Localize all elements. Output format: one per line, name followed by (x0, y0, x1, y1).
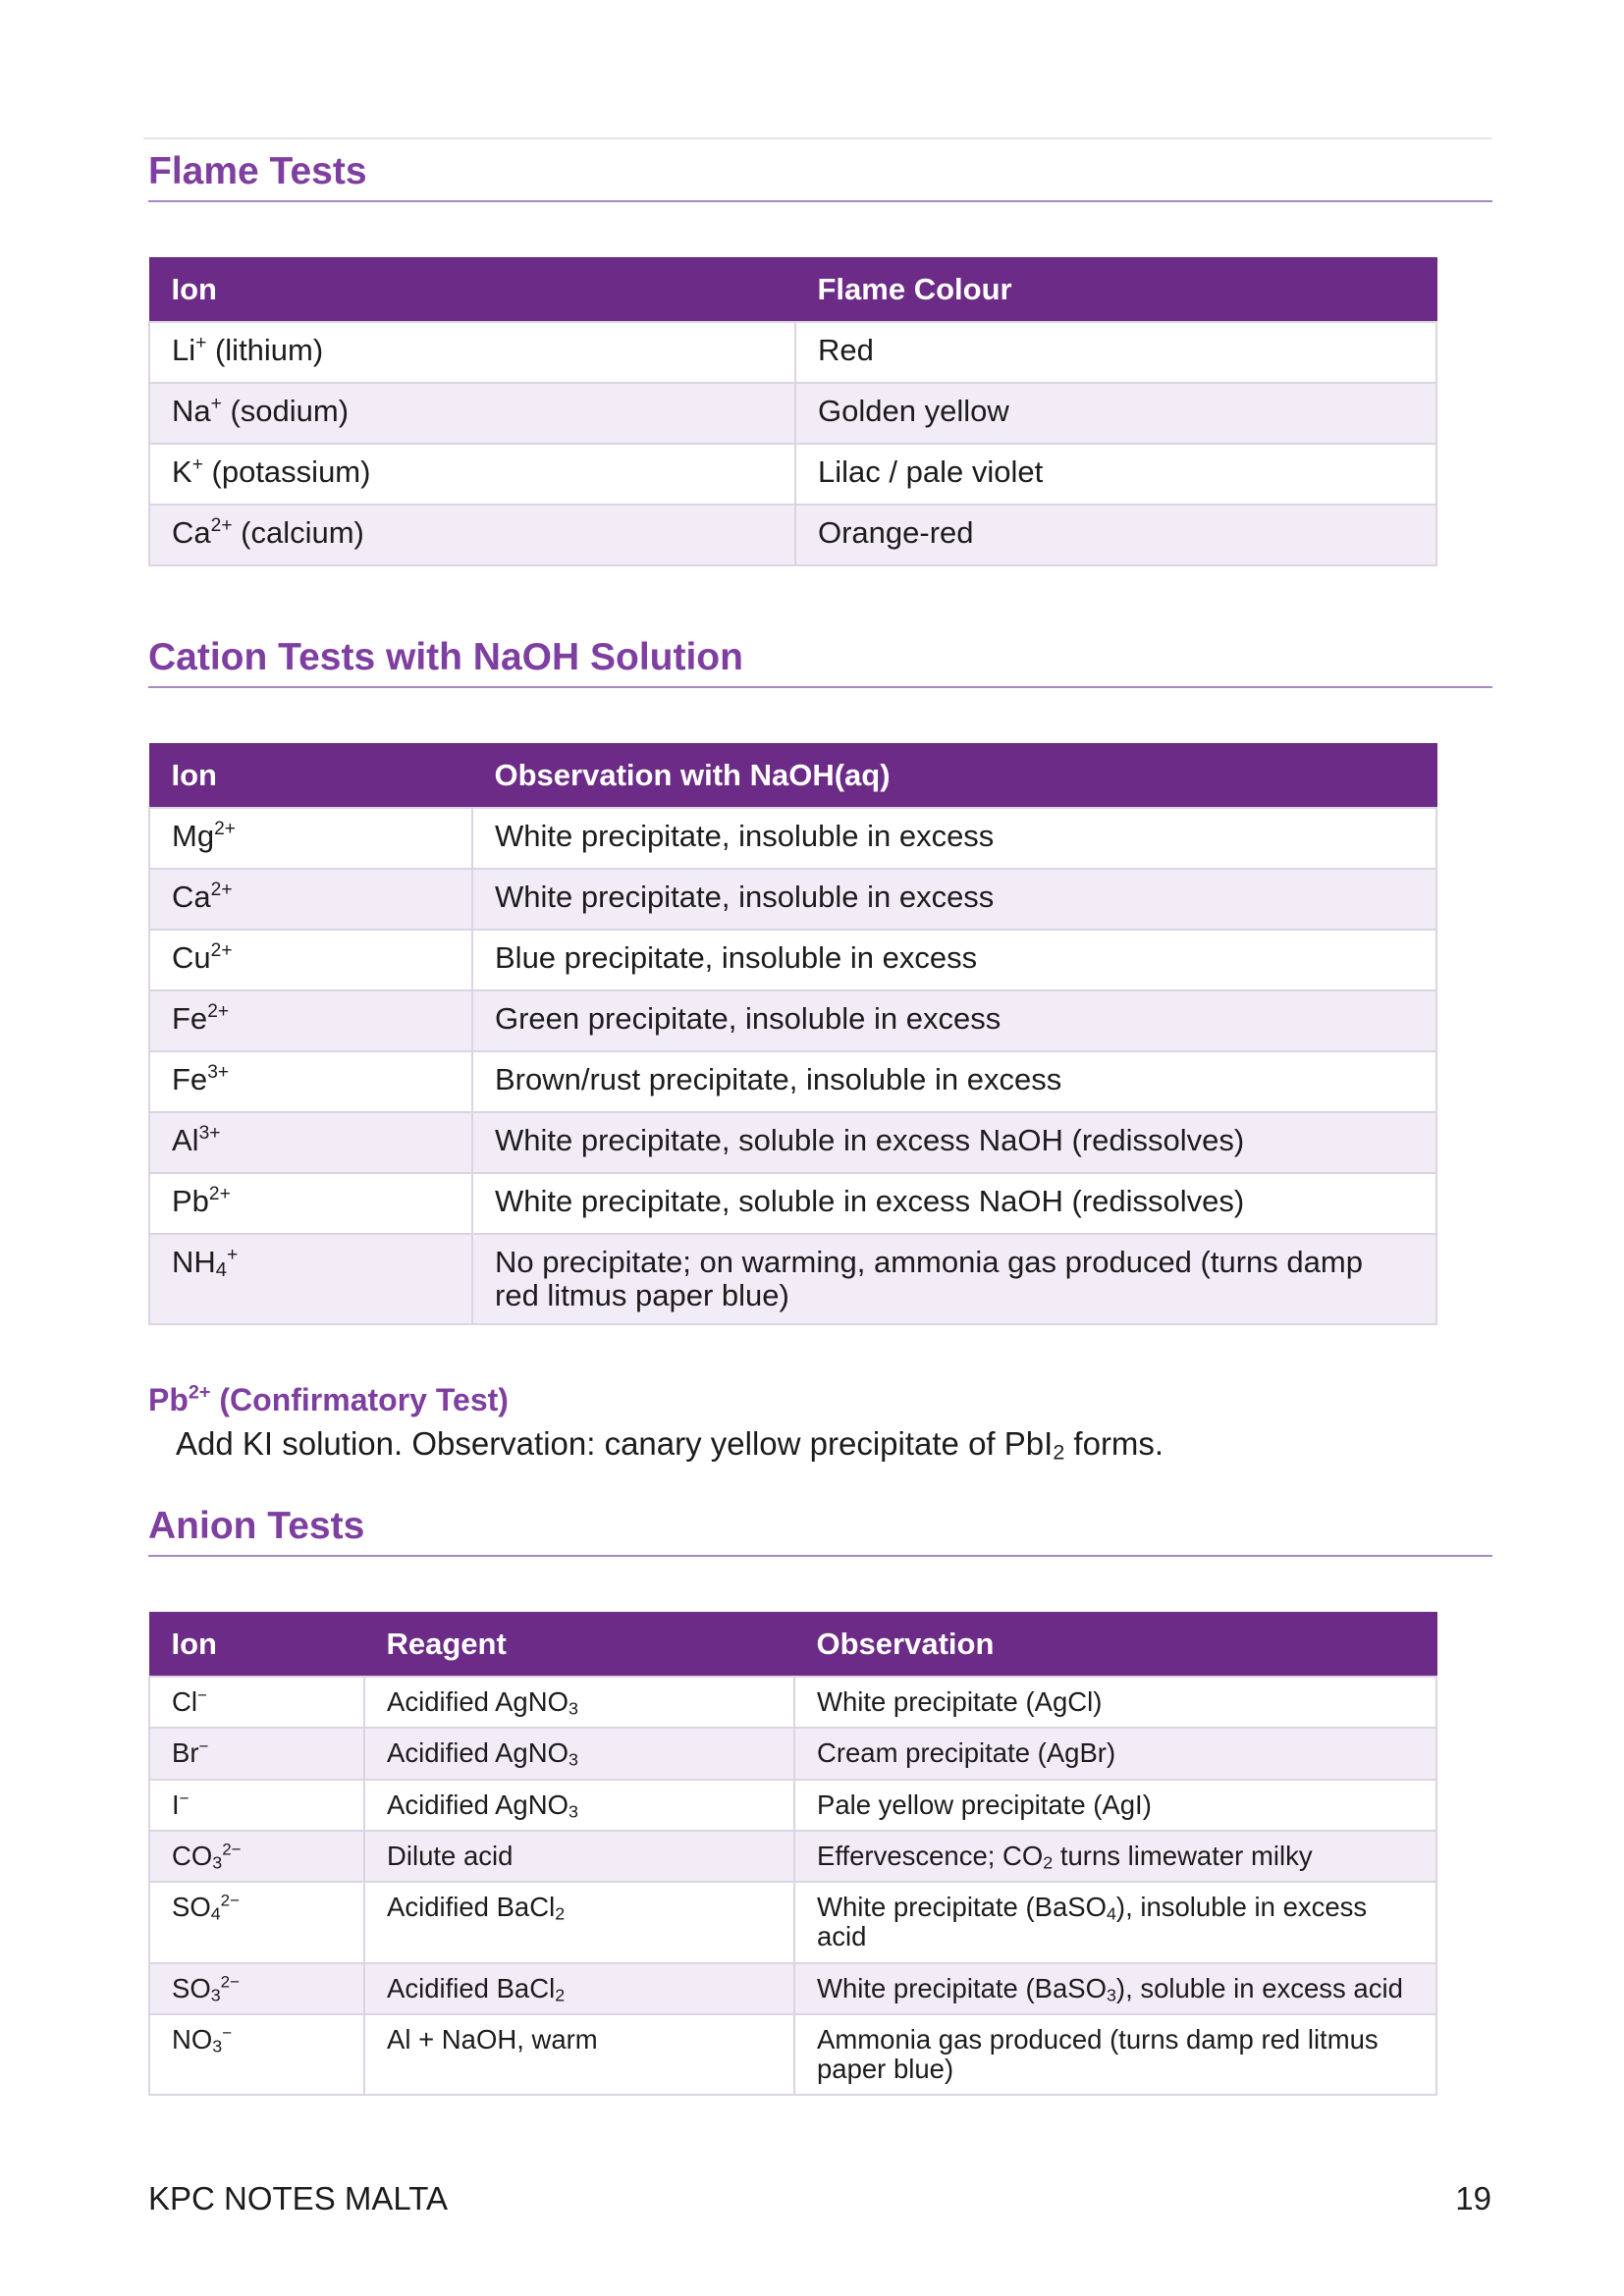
reagent-cell: Dilute acid (364, 1831, 794, 1882)
ion-cell: $Fe^{2+}$ (149, 990, 472, 1051)
cation-tests-table (148, 743, 1437, 1325)
table-row (149, 1882, 1436, 1963)
page-number: 19 (1455, 2180, 1491, 2216)
table-row (149, 1780, 1436, 1831)
reagent-cell: Acidified AgNO$_3$ (364, 1728, 794, 1779)
section-anion-tests (148, 1507, 1492, 1557)
reagent-cell: Al + NaOH, warm (364, 2014, 794, 2096)
table-row (149, 808, 1436, 869)
flame-tests-table (148, 257, 1437, 566)
ion-cell: $SO_4^{2-}$ (149, 1882, 364, 1963)
observation-cell: White precipitate, soluble in excess NaOH (redissolves) (472, 1173, 1436, 1234)
table-row (149, 1173, 1436, 1234)
ion-cell: Na+ (sodium) (149, 383, 795, 444)
ion-cell: $NH_4^+$ (149, 1234, 472, 1324)
ion-cell: $Pb^{2+}$ (149, 1173, 472, 1234)
ion-cell: Li+ (lithium) (149, 322, 795, 383)
observation-cell: White precipitate (BaSO$_3$), soluble in excess acid (794, 1963, 1436, 2014)
confirmatory-test-text: Add KI solution. Observation: canary yellow precipitate of PbI$_2$ forms. (176, 1425, 1164, 1465)
flame-colour-cell: Golden yellow (795, 383, 1436, 444)
flame-colour-cell: Red (795, 322, 1436, 383)
ion-cell: Cl− (149, 1677, 364, 1728)
table-row (149, 322, 1436, 383)
ion-cell: $Cu^{2+}$ (149, 930, 472, 990)
observation-cell: White precipitate (AgCl) (794, 1677, 1436, 1728)
section-title-anion-tests: Anion Tests (148, 1507, 1492, 1557)
flame-colour-cell: Orange-red (795, 505, 1436, 565)
table-row (149, 930, 1436, 990)
ion-cell: $CO_3^{2-}$ (149, 1831, 364, 1882)
table-row (149, 1677, 1436, 1728)
ion-cell: $Ca^{2+}$ (149, 869, 472, 930)
ion-cell: $Al^{3+}$ (149, 1112, 472, 1173)
table-row (149, 505, 1436, 565)
ion-cell: $SO_3^{2-}$ (149, 1963, 364, 2014)
column-header-ion: Ion (149, 744, 472, 809)
table-header-row (149, 744, 1436, 809)
observation-cell: Brown/rust precipitate, insoluble in excess (472, 1051, 1436, 1112)
observation-cell: Green precipitate, insoluble in excess (472, 990, 1436, 1051)
top-rule (143, 137, 1492, 139)
ion-cell: I− (149, 1780, 364, 1831)
ion-cell: $Ca^{2+}$ (calcium) (149, 505, 795, 565)
observation-cell: Pale yellow precipitate (AgI) (794, 1780, 1436, 1831)
table-row (149, 1831, 1436, 1882)
table-row (149, 444, 1436, 505)
observation-cell: White precipitate, insoluble in excess (472, 808, 1436, 869)
section-cation-tests (148, 638, 1492, 688)
confirmatory-test-title: $Pb^{2+}$ (Confirmatory Test) (148, 1381, 509, 1417)
observation-cell: White precipitate (BaSO$_4$), insoluble in excess acid (794, 1882, 1436, 1963)
table-row (149, 1728, 1436, 1779)
column-header-reagent: Reagent (364, 1613, 794, 1678)
observation-cell: Cream precipitate (AgBr) (794, 1728, 1436, 1779)
column-header-flame-colour: Flame Colour (795, 258, 1436, 323)
section-title-flame-tests: Flame Tests (148, 152, 1492, 202)
table-header-row (149, 258, 1436, 323)
column-header-observation: Observation with NaOH(aq) (472, 744, 1436, 809)
ion-cell: $Mg^{2+}$ (149, 808, 472, 869)
section-flame-tests (148, 152, 1492, 202)
table-row (149, 869, 1436, 930)
column-header-ion: Ion (149, 258, 795, 323)
ion-cell: $NO_3^-$ (149, 2014, 364, 2096)
reagent-cell: Acidified BaCl$_2$ (364, 1963, 794, 2014)
column-header-ion: Ion (149, 1613, 364, 1678)
ion-cell: K+ (potassium) (149, 444, 795, 505)
ion-cell: $Fe^{3+}$ (149, 1051, 472, 1112)
reagent-cell: Acidified AgNO$_3$ (364, 1677, 794, 1728)
reagent-cell: Acidified AgNO$_3$ (364, 1780, 794, 1831)
table-row (149, 2014, 1436, 2096)
observation-cell: Blue precipitate, insoluble in excess (472, 930, 1436, 990)
reagent-cell: Acidified BaCl$_2$ (364, 1882, 794, 1963)
table-row (149, 1051, 1436, 1112)
ion-cell: Br− (149, 1728, 364, 1779)
table-header-row (149, 1613, 1436, 1678)
footer-title: KPC NOTES MALTA (148, 2180, 448, 2216)
observation-cell: White precipitate, insoluble in excess (472, 869, 1436, 930)
flame-colour-cell: Lilac / pale violet (795, 444, 1436, 505)
table-row (149, 990, 1436, 1051)
column-header-observation: Observation (794, 1613, 1436, 1678)
anion-tests-table (148, 1612, 1437, 2096)
table-row (149, 1963, 1436, 2014)
table-row (149, 383, 1436, 444)
observation-cell: Ammonia gas produced (turns damp red litmus paper blue) (794, 2014, 1436, 2096)
observation-cell: Effervescence; $CO_2$ turns limewater milky (794, 1831, 1436, 1882)
observation-cell: White precipitate, soluble in excess NaOH (redissolves) (472, 1112, 1436, 1173)
table-row (149, 1112, 1436, 1173)
table-row (149, 1234, 1436, 1324)
section-title-cation-tests: Cation Tests with NaOH Solution (148, 638, 1492, 688)
observation-cell: No precipitate; on warming, ammonia gas produced (turns damp red litmus paper blue) (472, 1234, 1436, 1324)
